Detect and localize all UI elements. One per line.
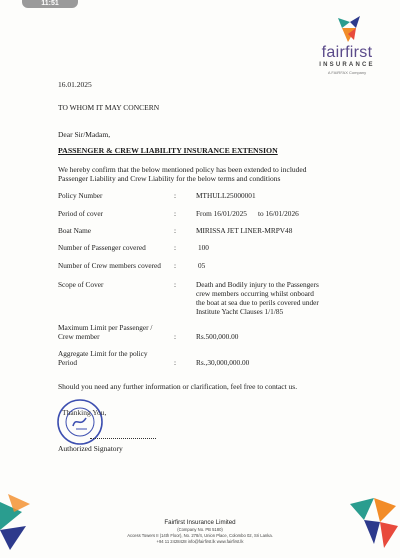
footer-company: Fairfirst Insurance Limited — [164, 519, 236, 526]
crew-value: 05 — [198, 261, 206, 270]
letter-date: 16.01.2025 — [58, 80, 92, 89]
authorized-signatory: Authorized Signatory — [58, 444, 123, 453]
footer-reg: (Company No. PB 5180) — [177, 527, 223, 532]
passengers-label: Number of Passenger covered — [58, 243, 146, 252]
to-whom: TO WHOM IT MAY CONCERN — [58, 103, 160, 112]
policy-number-value: MTHULL25000001 — [196, 191, 256, 200]
colon: : — [174, 280, 177, 289]
logo-brand: fairfirst — [321, 44, 373, 61]
scope-line-2: crew members occurring whilst onboard — [196, 289, 314, 298]
colon: : — [174, 209, 177, 218]
intro-line-1: We hereby confirm that the below mentioned policy has been extended to included — [58, 165, 307, 174]
period-from: From 16/01/2025 — [196, 209, 247, 218]
status-time: 11:51 — [41, 0, 59, 7]
colon: : — [174, 243, 177, 252]
period-label: Period of cover — [58, 209, 103, 218]
logo-insurance: INSURANCE — [319, 62, 375, 68]
crew-label: Number of Crew members covered — [58, 261, 161, 270]
thanking-you: Thanking You, — [62, 408, 107, 417]
scope-label: Scope of Cover — [58, 280, 104, 289]
closing-line: Should you need any further information or clarification, feel free to contact us. — [58, 382, 298, 391]
max-limit-label-1: Maximum Limit per Passenger / — [58, 323, 153, 332]
policy-number-label: Policy Number — [58, 191, 103, 200]
scope-line-4: Institute Yacht Clauses 1/1/85 — [196, 307, 284, 316]
agg-limit-label-1: Aggregate Limit for the policy — [58, 349, 148, 358]
max-limit-label-2: Crew member — [58, 332, 100, 341]
signature-line — [90, 438, 156, 439]
agg-limit-value: Rs.,30,000,000.00 — [196, 358, 250, 367]
intro-line-2: Passenger Liability and Crew Liability for the below terms and conditions — [58, 174, 281, 183]
footer-address: Access Towers II (14th Floor), No. 278/4, Union Place, Colombo 02, Sri Lanka. — [127, 533, 273, 538]
period-to: to 16/01/2026 — [258, 209, 299, 218]
colon: : — [174, 261, 177, 270]
colon: : — [174, 191, 177, 200]
boat-label: Boat Name — [58, 226, 92, 235]
status-tab — [22, 0, 78, 8]
colon: : — [174, 226, 177, 235]
letter-heading: PASSENGER & CREW LIABILITY INSURANCE EXTENSION — [58, 146, 278, 155]
logo-mark-icon — [330, 16, 364, 44]
passengers-value: 100 — [198, 243, 209, 252]
logo-tagline: A FAIRFAX Company — [327, 70, 367, 75]
max-limit-value: Rs.500,000.00 — [196, 332, 239, 341]
boat-value: MIRISSA JET LINER-MRPV48 — [196, 226, 293, 235]
footer-contact: +94 11 2428428 info@fairfirst.lk www.fairfirst.lk — [156, 539, 244, 544]
scope-line-1: Death and Bodily injury to the Passengers — [196, 280, 319, 289]
scope-line-3: the boat at sea due to perils covered under — [196, 298, 319, 307]
agg-limit-label-2: Period — [58, 358, 78, 367]
colon: : — [174, 332, 177, 341]
company-logo — [312, 16, 382, 76]
colon: : — [174, 358, 177, 367]
salutation: Dear Sir/Madam, — [58, 130, 111, 139]
